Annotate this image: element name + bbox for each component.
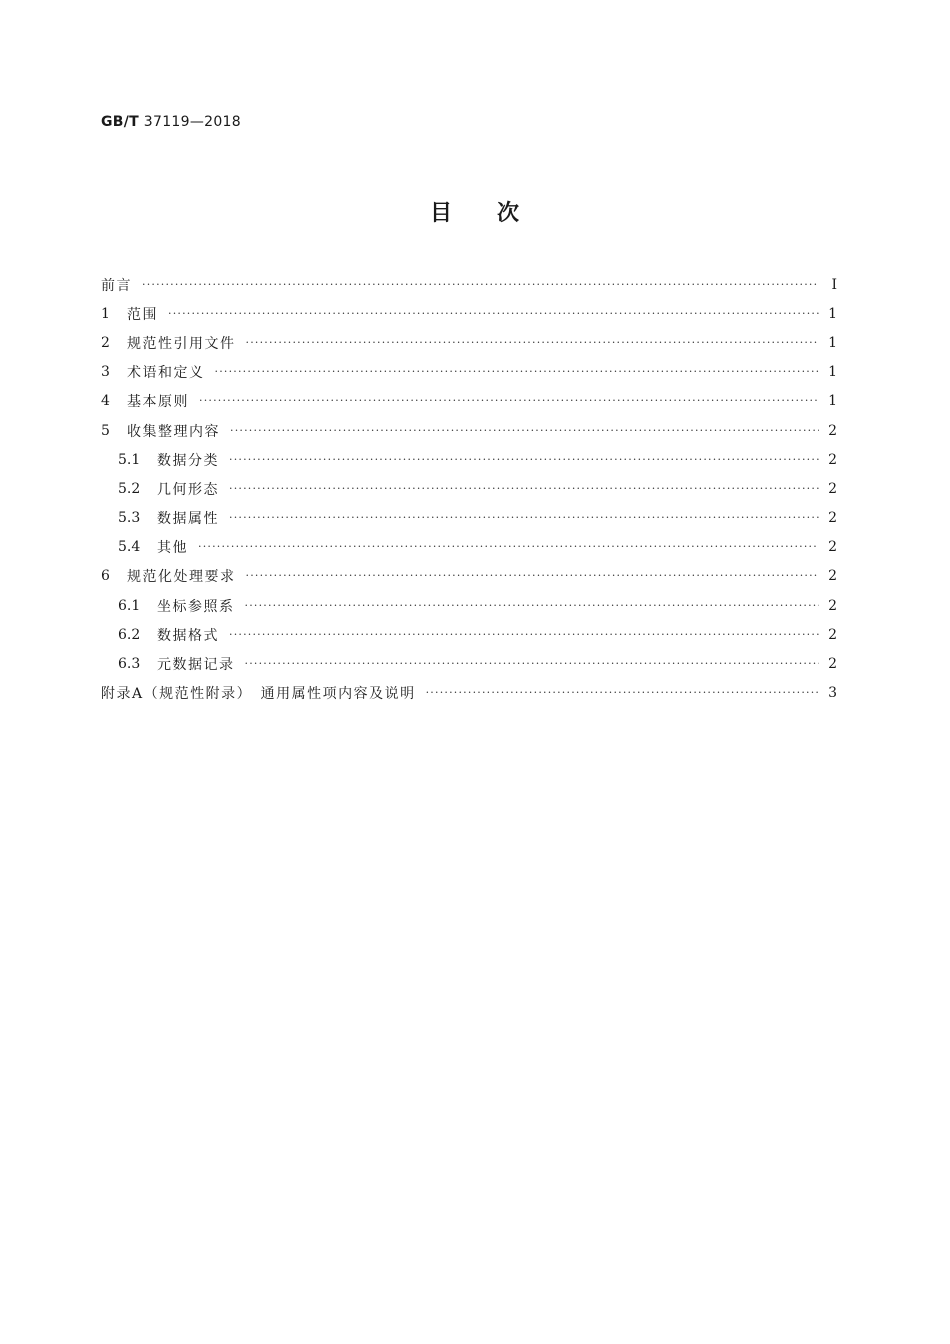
toc-entry-number: 5.1 bbox=[118, 451, 141, 468]
toc-dot-leader bbox=[168, 307, 819, 321]
toc-entry-number: 6.2 bbox=[118, 626, 141, 643]
toc-entry-number: 6.3 bbox=[118, 656, 141, 673]
toc-entry-page: 1 bbox=[828, 364, 837, 381]
standard-code-prefix: GB/T bbox=[101, 114, 140, 130]
toc-entry-appendix-a[interactable] bbox=[101, 679, 837, 708]
toc-entry-number: 1 bbox=[101, 305, 110, 322]
toc-entry-6-1[interactable] bbox=[101, 591, 837, 620]
toc-entry-6-2[interactable] bbox=[101, 620, 837, 649]
toc-entry-5-4[interactable] bbox=[101, 533, 837, 562]
toc-entry-page: 2 bbox=[828, 539, 837, 556]
toc-entry-label: 元数据记录 bbox=[157, 657, 235, 674]
toc-entry-label: 基本原则 bbox=[127, 394, 189, 411]
toc-entry-5-1[interactable] bbox=[101, 445, 837, 474]
toc-entry-label: 规范性引用文件 bbox=[127, 335, 236, 352]
standard-code-number: 37119—2018 bbox=[143, 114, 241, 130]
toc-entry-number: 6 bbox=[101, 568, 110, 585]
toc-dot-leader bbox=[229, 453, 819, 467]
toc-dot-leader bbox=[245, 599, 820, 613]
toc-entry-page: 2 bbox=[828, 656, 837, 673]
toc-dot-leader bbox=[230, 424, 819, 438]
toc-entry-page: 1 bbox=[828, 334, 837, 351]
toc-entry-page: 2 bbox=[828, 568, 837, 585]
toc-dot-leader bbox=[426, 686, 819, 700]
toc-entry-label: 术语和定义 bbox=[127, 365, 205, 382]
toc-dot-leader bbox=[199, 394, 819, 408]
toc-title bbox=[0, 196, 950, 227]
toc-entry-5-3[interactable] bbox=[101, 504, 837, 533]
toc-entry-6[interactable] bbox=[101, 562, 837, 591]
toc-entry-number: 5.2 bbox=[118, 480, 141, 497]
toc-entry-page: 2 bbox=[828, 626, 837, 643]
toc-entry-label: 其他 bbox=[157, 540, 188, 557]
toc-title-char-1: 目 bbox=[429, 201, 453, 226]
toc-dot-leader bbox=[142, 278, 819, 292]
toc-dot-leader bbox=[246, 336, 820, 350]
toc-entry-page: Ⅰ bbox=[831, 276, 837, 293]
toc-entry-number: 5 bbox=[101, 422, 110, 439]
toc-entry-1[interactable] bbox=[101, 299, 837, 328]
toc-entry-number: 4 bbox=[101, 393, 110, 410]
toc-dot-leader bbox=[246, 569, 820, 583]
toc-dot-leader bbox=[215, 365, 820, 379]
toc-entry-label: 几何形态 bbox=[157, 481, 219, 498]
toc-entry-page: 1 bbox=[828, 393, 837, 410]
toc-entry-page: 2 bbox=[828, 451, 837, 468]
toc-entry-label: 数据分类 bbox=[157, 452, 219, 469]
toc-entry-label: 收集整理内容 bbox=[127, 423, 220, 440]
standard-code bbox=[101, 114, 241, 130]
toc-entry-label: 坐标参照系 bbox=[157, 598, 235, 615]
toc-entry-label: 附录A（规范性附录） 通用属性项内容及说明 bbox=[101, 686, 416, 703]
toc-dot-leader bbox=[229, 628, 819, 642]
toc-dot-leader bbox=[198, 540, 819, 554]
toc-title-char-2: 次 bbox=[497, 201, 521, 226]
toc-entry-number: 6.1 bbox=[118, 597, 141, 614]
toc-entry-page: 2 bbox=[828, 422, 837, 439]
toc-dot-leader bbox=[245, 657, 820, 671]
toc-entry-label: 规范化处理要求 bbox=[127, 569, 236, 586]
toc-entry-label: 范围 bbox=[127, 306, 158, 323]
toc-dot-leader bbox=[229, 482, 819, 496]
toc-entry-page: 1 bbox=[828, 305, 837, 322]
toc-entry-label: 前言 bbox=[101, 277, 132, 294]
toc-entry-number: 5.4 bbox=[118, 539, 141, 556]
toc-dot-leader bbox=[229, 511, 819, 525]
toc-entry-page: 2 bbox=[828, 480, 837, 497]
table-of-contents bbox=[101, 270, 837, 708]
toc-entry-preface[interactable] bbox=[101, 270, 837, 299]
toc-entry-page: 2 bbox=[828, 597, 837, 614]
toc-entry-5-2[interactable] bbox=[101, 474, 837, 503]
toc-entry-6-3[interactable] bbox=[101, 649, 837, 678]
toc-entry-page: 2 bbox=[828, 510, 837, 527]
toc-entry-2[interactable] bbox=[101, 328, 837, 357]
toc-entry-5[interactable] bbox=[101, 416, 837, 445]
toc-entry-page: 3 bbox=[828, 685, 837, 702]
toc-entry-4[interactable] bbox=[101, 387, 837, 416]
toc-entry-number: 2 bbox=[101, 334, 110, 351]
toc-entry-label: 数据属性 bbox=[157, 511, 219, 528]
toc-entry-label: 数据格式 bbox=[157, 627, 219, 644]
toc-entry-number: 3 bbox=[101, 364, 110, 381]
toc-entry-3[interactable] bbox=[101, 358, 837, 387]
toc-entry-number: 5.3 bbox=[118, 510, 141, 527]
